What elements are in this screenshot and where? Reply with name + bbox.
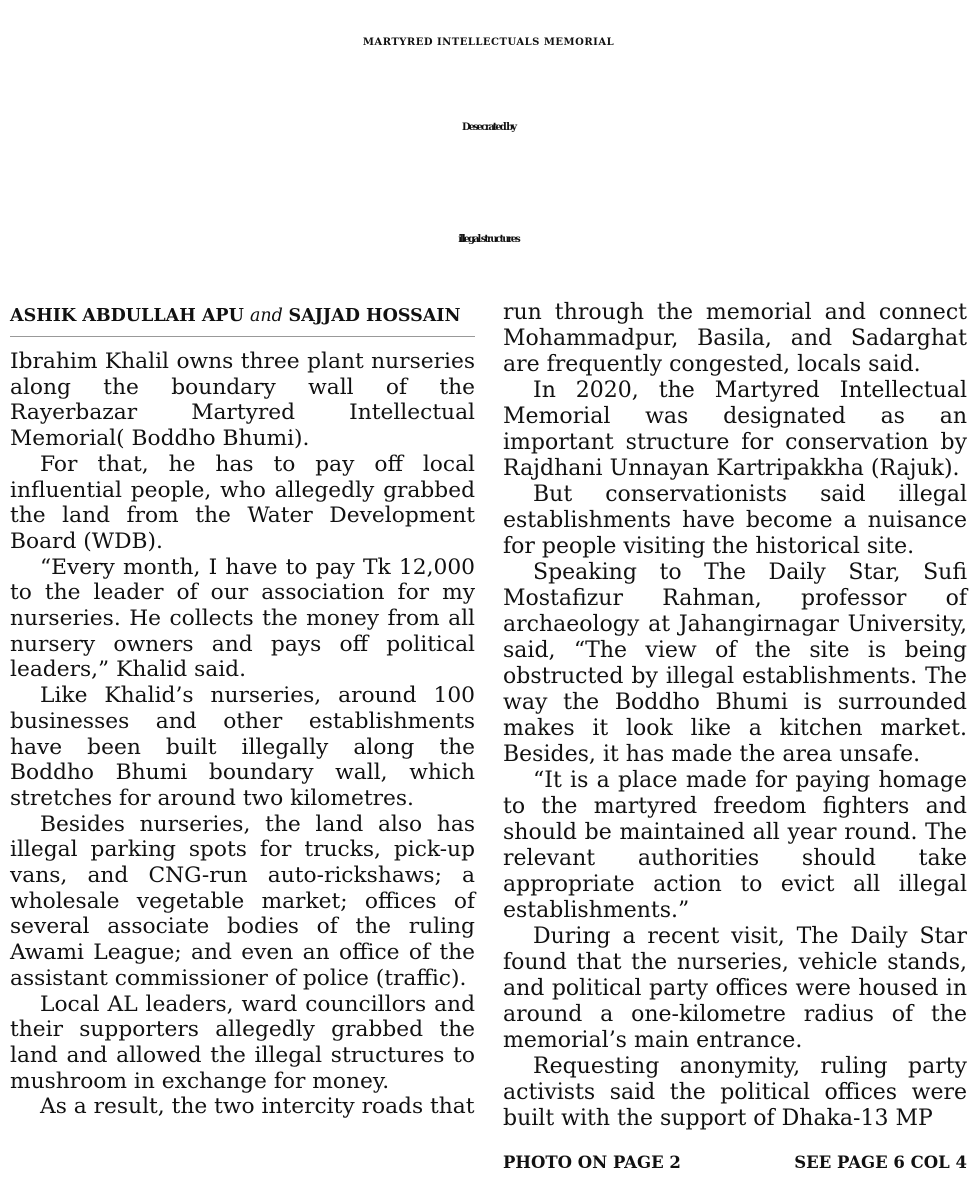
headline-line-2: illegal structures [458, 234, 519, 245]
byline [10, 300, 475, 337]
paragraph: Like Khalid’s nurseries, around 100 businesses and other establishments have been built illegally along the Boddho Bhumi boundary wall, which stretches for around two kilometres. [10, 683, 475, 811]
headline-line-1: Desecrated by [461, 122, 516, 133]
paragraph: Requesting anonymity, ruling party activists said the political offices were built with the support of Dhaka-13 MP [503, 1054, 967, 1131]
paragraph: Besides nurseries, the land also has illegal parking spots for trucks, pick-up vans, and CNG-run auto-rickshaws; a wholesale vegetable market; offices of several associate bodies of the ruling Awami League; and even an office of the assistant commissioner of police (traffic). [10, 811, 475, 991]
paragraph: But conservationists said illegal establishments have become a nuisance for people visiting the historical site. [503, 482, 967, 559]
author-1: ASHIK ABDULLAH APU [10, 306, 244, 326]
paragraph: As a result, the two intercity roads that [40, 1094, 475, 1120]
paragraph: Speaking to The Daily Star, Sufi Mostafizur Rahman, professor of archaeology at Jahangirnagar University, said, “The view of the site is being obstructed by illegal establishments. The way the Boddho Bhumi is surrounded makes it look like a kitchen market. Besides, it has made the area unsafe. [503, 560, 967, 767]
paragraph-continued: run through the memorial and connect Mohammadpur, Basila, and Sadarghat are frequently congested, locals said. [503, 300, 967, 377]
paragraph: For that, he has to pay off local influential people, who allegedly grabbed the land from the Water Development Board (WDB). [10, 451, 475, 554]
left-column [10, 300, 475, 1120]
headline [0, 72, 977, 296]
paragraph: Ibrahim Khalil owns three plant nurseries along the boundary wall of the Rayerbazar Martyred Intellectual Memorial( Boddho Bhumi). [10, 349, 475, 452]
paragraph: In 2020, the Martyred Intellectual Memorial was designated as an important structure for conservation by Rajdhani Unnayan Kartripakkha (Rajuk). [503, 378, 967, 481]
article-footer [503, 1150, 967, 1176]
right-column [503, 300, 967, 1132]
photo-reference: PHOTO ON PAGE 2 [503, 1153, 681, 1172]
jump-reference: SEE PAGE 6 COL 4 [794, 1153, 967, 1172]
kicker: MARTYRED INTELLECTUALS MEMORIAL [362, 37, 615, 48]
paragraph: Local AL leaders, ward councillors and their supporters allegedly grabbed the land and allowed the illegal structures to mushroom in exchange for money. [10, 991, 475, 1094]
byline-conjunction: and [249, 306, 289, 326]
paragraph: During a recent visit, The Daily Star found that the nurseries, vehicle stands, and political party offices were housed in around a one-kilometre radius of the memorial’s main entrance. [503, 924, 967, 1053]
paragraph: “Every month, I have to pay Tk 12,000 to the leader of our association for my nurseries. He collects the money from all nursery owners and pays off political leaders,” Khalid said. [10, 554, 475, 683]
author-2: SAJJAD HOSSAIN [288, 306, 461, 326]
paragraph: “It is a place made for paying homage to the martyred freedom fighters and should be maintained all year round. The relevant authorities should take appropriate action to evict all illegal establishments.” [503, 768, 967, 923]
